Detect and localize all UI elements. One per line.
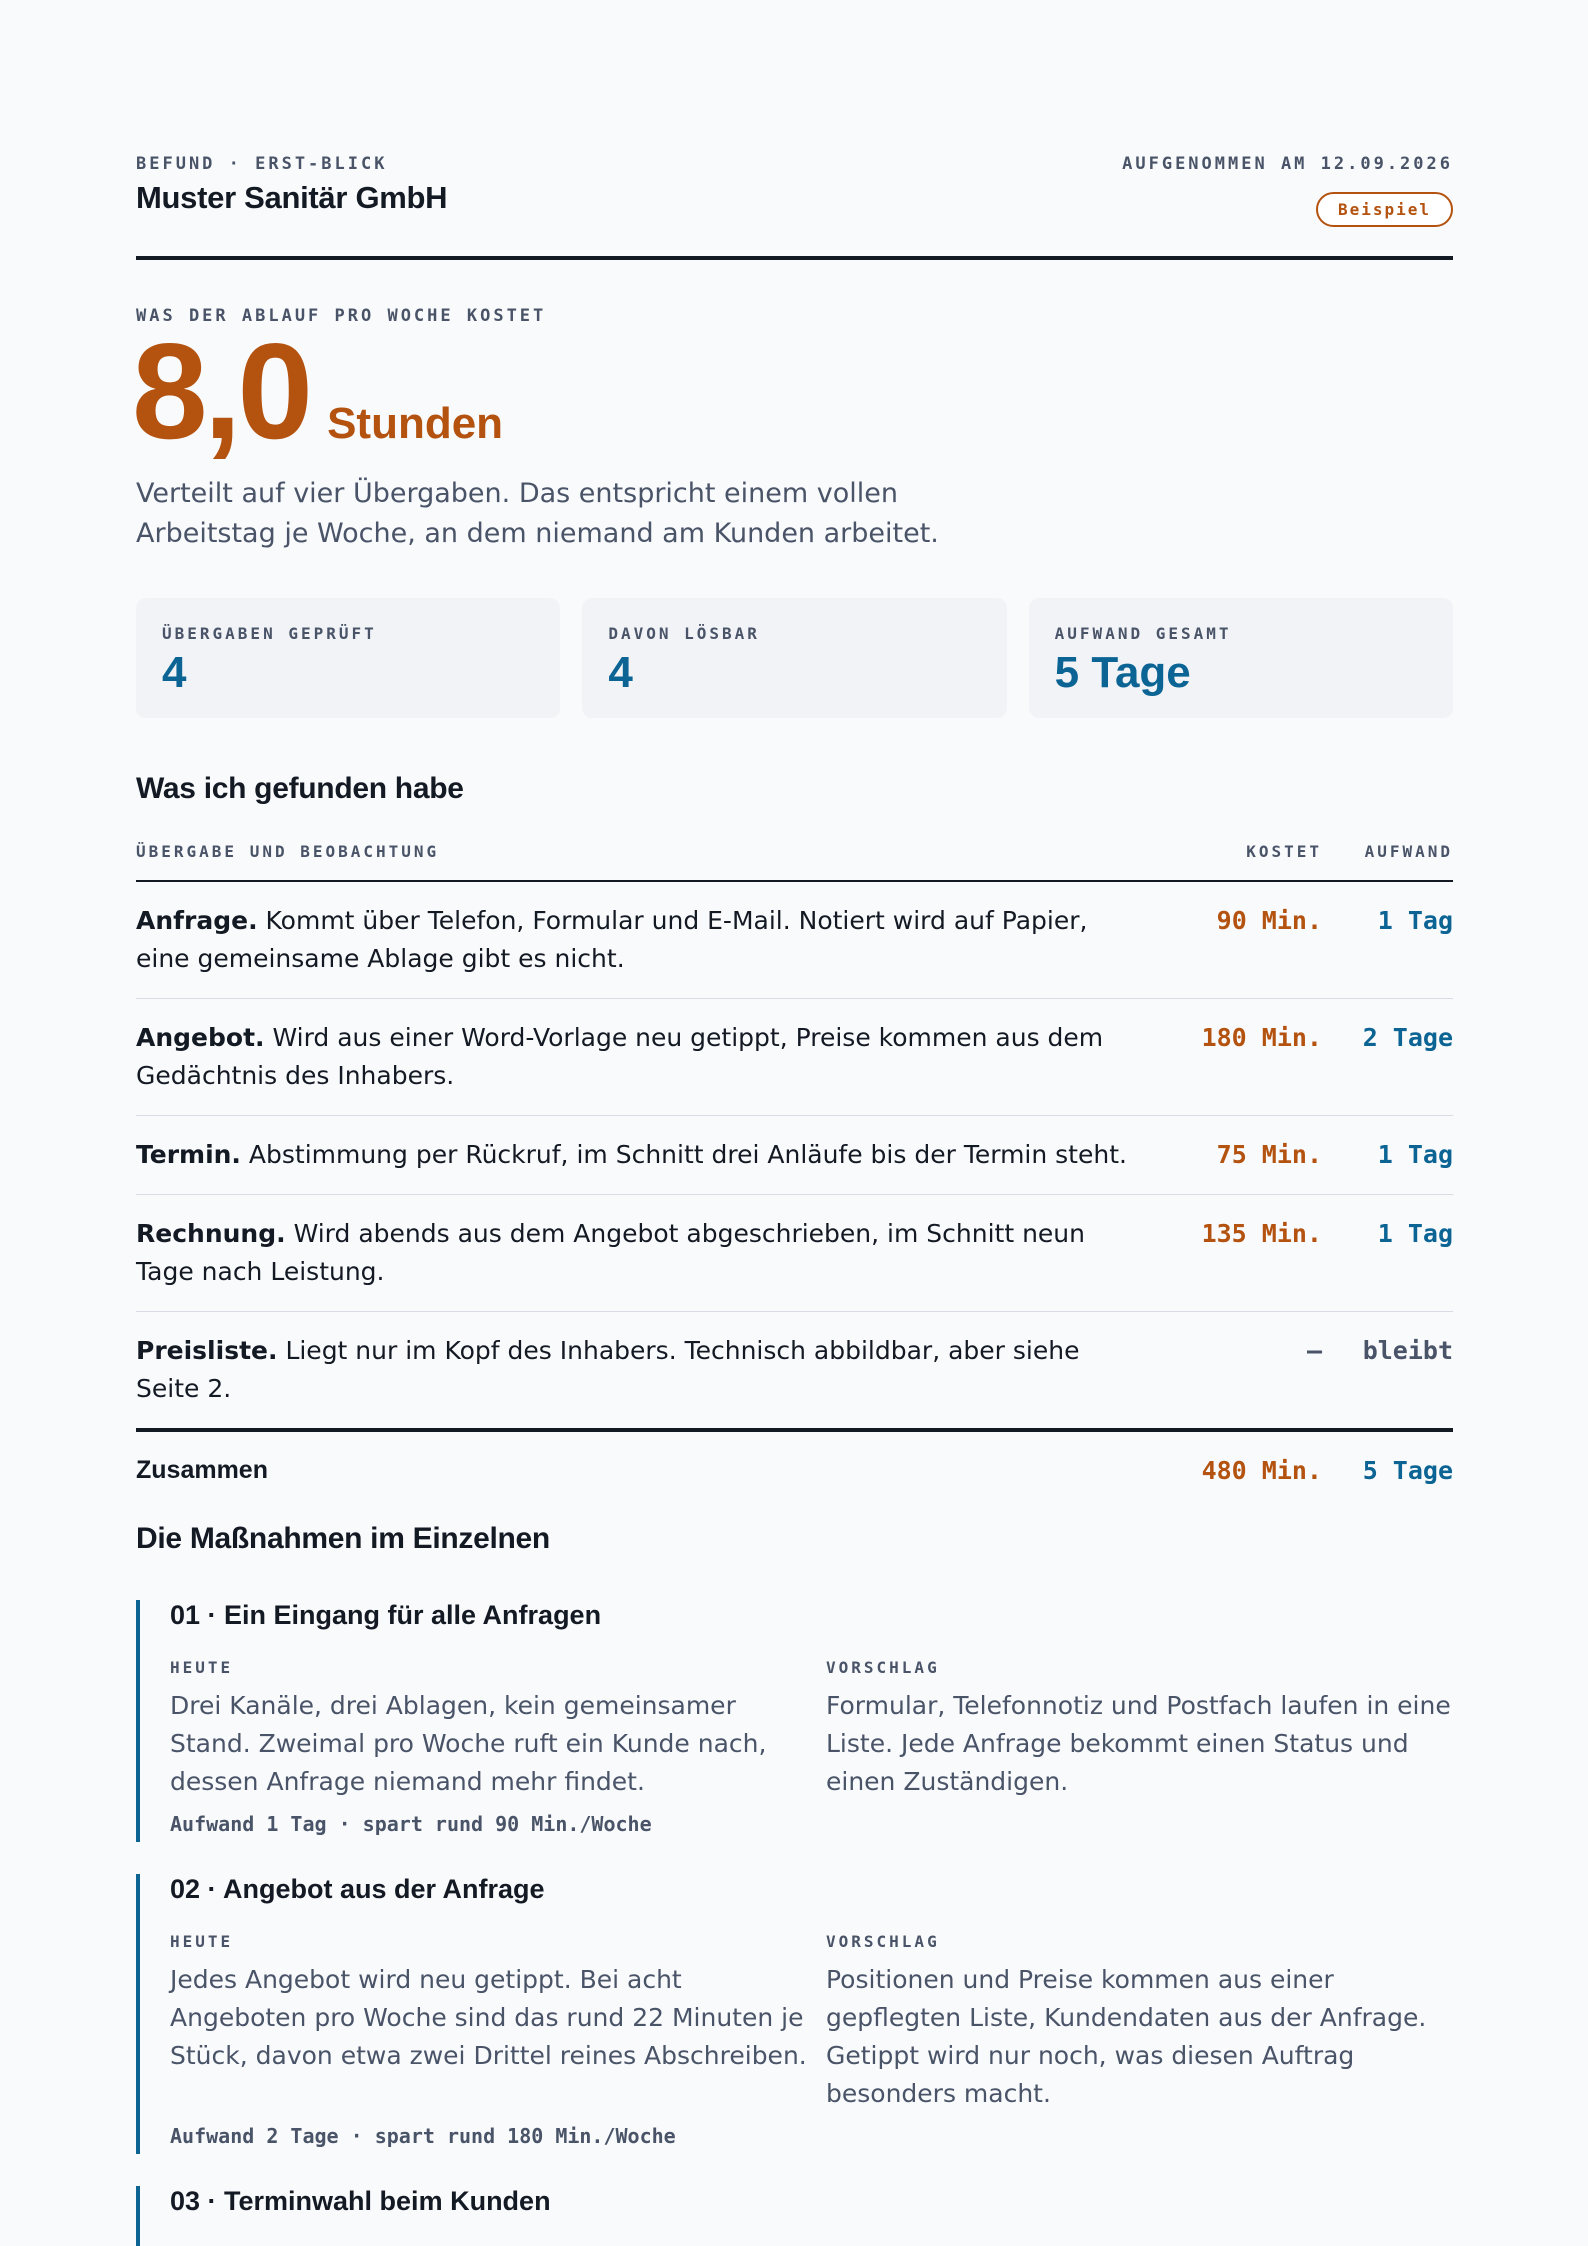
total-effort: 5 Tage <box>1362 1456 1453 1485</box>
row-effort: 2 Tage <box>1362 1023 1453 1052</box>
row-text: Wird aus einer Word-Vorlage neu getippt, Preise kommen aus dem Gedächtnis des Inhabers. <box>136 1023 1104 1090</box>
total-label: Zusammen <box>136 1456 268 1484</box>
measure-title: 01 · Ein Eingang für alle Anfragen <box>170 1600 602 1630</box>
stat-label: AUFWAND GESAMT <box>1054 624 1232 643</box>
row-cost: 90 Min. <box>1216 906 1322 935</box>
proposal-text: Positionen und Preise kommen aus einer gepflegten Liste, Kundendaten aus der Anfrage. Getippt wird nur noch, was diesen Auftrag besonders macht. <box>826 1965 1427 2108</box>
row-name: Angebot. <box>136 1023 265 1052</box>
row-effort: 1 Tag <box>1377 1140 1453 1169</box>
row-cost: 135 Min. <box>1201 1219 1322 1248</box>
recorded-date: AUFGENOMMEN AM 12.09.2026 <box>1122 154 1453 174</box>
example-badge: Beispiel <box>1316 192 1453 227</box>
hero-value: 8,0 <box>132 315 310 467</box>
measure-proposal <box>826 1932 1466 2113</box>
stat-card-checked <box>136 598 560 718</box>
findings-table <box>136 838 1453 1516</box>
measure-title: 03 · Terminwahl beim Kunden <box>170 2186 551 2216</box>
measure-footer: Aufwand 1 Tag · spart rund 90 Min./Woche <box>170 1812 652 1836</box>
row-text: Wird abends aus dem Angebot abgeschrieben, im Schnitt neun Tage nach Leistung. <box>136 1219 1085 1286</box>
today-label: HEUTE <box>170 1932 234 1951</box>
row-text: Liegt nur im Kopf des Inhabers. Technisch abbildbar, aber siehe Seite 2. <box>136 1336 1080 1403</box>
stat-label: ÜBERGABEN GEPRÜFT <box>162 624 377 643</box>
company-name: Muster Sanitär GmbH <box>136 180 448 215</box>
table-row <box>136 1116 1453 1195</box>
row-cost: 180 Min. <box>1201 1023 1322 1052</box>
measure-footer: Aufwand 2 Tage · spart rund 180 Min./Woche <box>170 2124 676 2148</box>
today-text: Jedes Angebot wird neu getippt. Bei acht Angeboten pro Woche sind das rund 22 Minuten je Stück, davon etwa zwei Drittel reines Abschreiben. <box>170 1965 807 2070</box>
measure-02 <box>136 1874 1457 2154</box>
row-name: Rechnung. <box>136 1219 286 1248</box>
today-label: HEUTE <box>170 1658 234 1677</box>
row-effort: 1 Tag <box>1377 1219 1453 1248</box>
stat-value: 4 <box>162 648 187 697</box>
stat-label: DAVON LÖSBAR <box>608 624 760 643</box>
proposal-text: Formular, Telefonnotiz und Postfach laufen in eine Liste. Jede Anfrage bekommt einen Status und einen Zuständigen. <box>826 1691 1451 1796</box>
hero-unit: Stunden <box>327 399 504 448</box>
col-effort-header: AUFWAND <box>1364 842 1453 861</box>
table-header <box>136 838 1453 882</box>
hero-figure <box>132 315 504 467</box>
measure-today <box>170 1932 810 2075</box>
table-row <box>136 999 1453 1116</box>
measure-title: 02 · Angebot aus der Anfrage <box>170 1874 545 1904</box>
table-row <box>136 1312 1453 1432</box>
measure-01 <box>136 1600 1457 1842</box>
stat-card-solvable <box>582 598 1006 718</box>
report-header <box>136 150 1453 260</box>
row-name: Termin. <box>136 1140 241 1169</box>
stat-card-effort <box>1029 598 1453 718</box>
stat-value: 5 Tage <box>1054 648 1191 697</box>
row-cost: 75 Min. <box>1216 1140 1322 1169</box>
row-text: Abstimmung per Rückruf, im Schnitt drei Anläufe bis der Termin steht. <box>248 1140 1127 1169</box>
measure-proposal <box>826 1658 1466 1801</box>
stat-value: 4 <box>608 648 633 697</box>
table-row <box>136 882 1453 999</box>
row-text: Kommt über Telefon, Formular und E-Mail. Notiert wird auf Papier, eine gemeinsame Ablage gibt es nicht. <box>136 906 1088 973</box>
row-name: Preisliste. <box>136 1336 278 1365</box>
measure-03 <box>136 2186 1457 2246</box>
table-total-row <box>136 1432 1453 1516</box>
proposal-label: VORSCHLAG <box>826 1932 940 1951</box>
stat-cards <box>136 598 1453 718</box>
col-cost-header: KOSTET <box>1246 842 1322 861</box>
findings-title: Was ich gefunden habe <box>136 772 464 805</box>
measures-title: Die Maßnahmen im Einzelnen <box>136 1522 550 1555</box>
measure-today <box>170 1658 810 1801</box>
hero-description: Verteilt auf vier Übergaben. Das entspricht einem vollen Arbeitstag je Woche, an dem niemand am Kunden arbeitet. <box>136 478 939 549</box>
proposal-label: VORSCHLAG <box>826 1658 940 1677</box>
row-effort: 1 Tag <box>1377 906 1453 935</box>
total-cost: 480 Min. <box>1201 1456 1322 1485</box>
report-eyebrow: BEFUND · ERST-BLICK <box>136 154 388 174</box>
row-effort: bleibt <box>1362 1336 1453 1365</box>
today-text: Drei Kanäle, drei Ablagen, kein gemeinsamer Stand. Zweimal pro Woche ruft ein Kunde nach, dessen Anfrage niemand mehr findet. <box>170 1691 767 1796</box>
row-name: Anfrage. <box>136 906 258 935</box>
table-row <box>136 1195 1453 1312</box>
col-item-header: ÜBERGABE UND BEOBACHTUNG <box>136 842 440 861</box>
hero-eyebrow: WAS DER ABLAUF PRO WOCHE KOSTET <box>136 306 547 326</box>
row-cost: — <box>1306 1336 1322 1365</box>
